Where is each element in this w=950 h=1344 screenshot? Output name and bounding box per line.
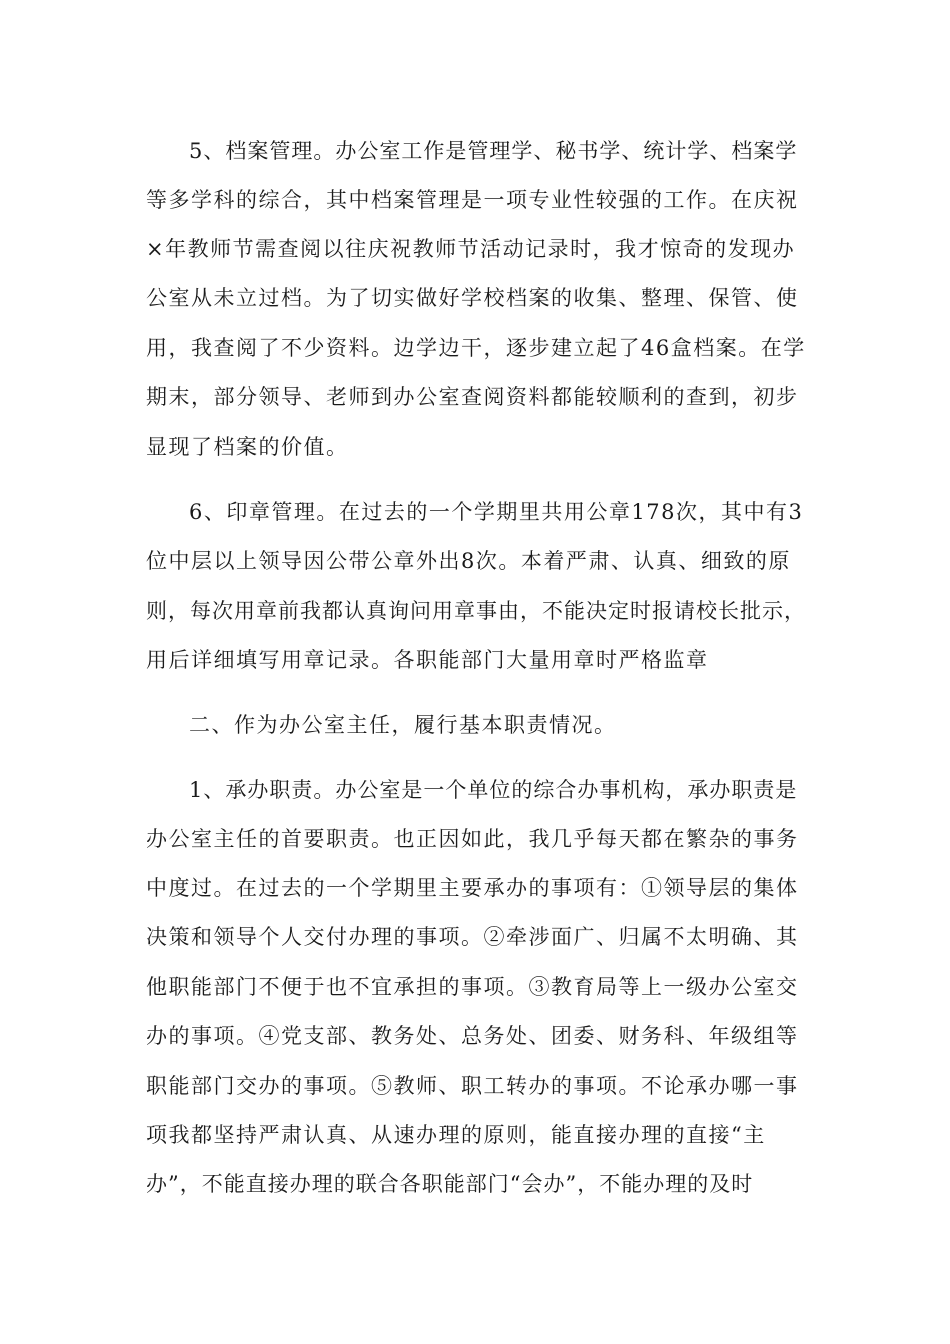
paragraph-line: 决策和领导个人交付办理的事项。②牵涉面广、归属不太明确、其 bbox=[146, 925, 799, 949]
section-heading: 二、作为办公室主任，履行基本职责情况。 bbox=[189, 713, 617, 737]
paragraph-line: 则，每次用章前我都认真询问用章事由，不能决定时报请校长批示， bbox=[146, 599, 806, 623]
paragraph-line: 中度过。在过去的一个学期里主要承办的事项有：①领导层的集体 bbox=[146, 876, 799, 900]
paragraph-line: 办的事项。④党支部、教务处、总务处、团委、财务科、年级组等 bbox=[146, 1024, 799, 1048]
paragraph-line: 用后详细填写用章记录。各职能部门大量用章时严格监章 bbox=[146, 648, 709, 672]
paragraph-line: 位中层以上领导因公带公章外出8次。本着严肃、认真、细致的原 bbox=[146, 549, 791, 573]
paragraph-line: 显现了档案的价值。 bbox=[146, 435, 349, 459]
paragraph-line: 公室从未立过档。为了切实做好学校档案的收集、整理、保管、使 bbox=[146, 286, 799, 310]
paragraph-line: ×年教师节需查阅以往庆祝教师节活动记录时，我才惊奇的发现办 bbox=[146, 237, 796, 261]
paragraph-line: 期末，部分领导、老师到办公室查阅资料都能较顺利的查到，初步 bbox=[146, 385, 799, 409]
paragraph-line: 办”，不能直接办理的联合各职能部门“会办”，不能办理的及时 bbox=[146, 1172, 754, 1196]
paragraph-line: 1、承办职责。办公室是一个单位的综合办事机构，承办职责是 bbox=[189, 778, 798, 802]
paragraph-line: 项我都坚持严肃认真、从速办理的原则，能直接办理的直接“主 bbox=[146, 1123, 766, 1147]
paragraph-line: 他职能部门不便于也不宜承担的事项。③教育局等上一级办公室交 bbox=[146, 975, 799, 999]
paragraph-line: 办公室主任的首要职责。也正因如此，我几乎每天都在繁杂的事务 bbox=[146, 827, 799, 851]
paragraph-line: 5、档案管理。办公室工作是管理学、秘书学、统计学、档案学 bbox=[189, 139, 798, 163]
paragraph-line: 6、印章管理。在过去的一个学期里共用公章178次，其中有3 bbox=[189, 500, 804, 524]
paragraph-line: 等多学科的综合，其中档案管理是一项专业性较强的工作。在庆祝 bbox=[146, 188, 799, 212]
paragraph-line: 职能部门交办的事项。⑤教师、职工转办的事项。不论承办哪一事 bbox=[146, 1074, 799, 1098]
paragraph-line: 用，我查阅了不少资料。边学边干，逐步建立起了46盒档案。在学 bbox=[146, 336, 806, 360]
